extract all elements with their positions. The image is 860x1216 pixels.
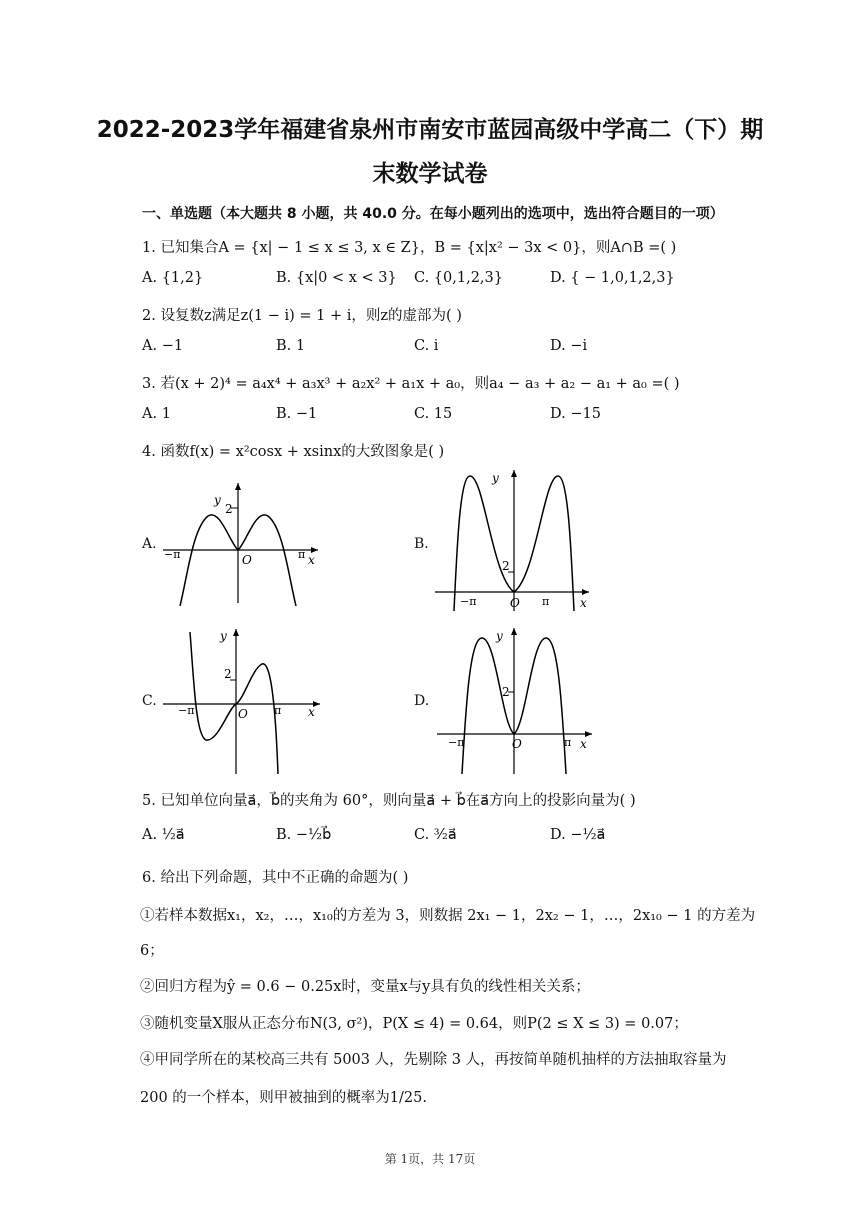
q6-statement-4-cont: 200 的一个样本，则甲被抽到的概率为1/25.: [140, 1090, 427, 1106]
q2-option-a: A. −1: [142, 338, 184, 354]
graph-c: [158, 624, 328, 776]
graph-d-y-label: y: [496, 629, 503, 643]
graph-d-neg-pi-label: −π: [448, 736, 465, 749]
graph-c-x-label: x: [308, 705, 315, 719]
q6-statement-3: ③随机变量X服从正态分布N(3, σ²)，P(X ≤ 4) = 0.64，则P(2 ≤ X ≤ 3) = 0.07；: [140, 1016, 688, 1032]
graph-c-two-label: 2: [224, 667, 232, 681]
question-5-stem: 5. 已知单位向量a⃗，b⃗的夹角为 60°，则向量a⃗ + b⃗在a⃗方向上的投影向量为( ): [142, 793, 636, 809]
graph-b-two-label: 2: [502, 559, 510, 573]
graph-d-x-label: x: [580, 737, 587, 751]
exam-title: [60, 108, 800, 196]
q6-statement-4: ④甲同学所在的某校高三共有 5003 人，先剔除 3 人，再按简单随机抽样的方法抽取容量为: [140, 1052, 727, 1068]
q5-option-d: D. −½a⃗: [550, 827, 606, 843]
graph-d-pi-label: π: [564, 736, 572, 749]
q1-option-a: A. {1,2}: [142, 270, 204, 286]
question-1-stem: 1. 已知集合A = {x| − 1 ≤ x ≤ 3, x ∈ Z}，B = {x|x² − 3x < 0}，则A∩B =( ): [142, 240, 677, 256]
graph-b: [432, 466, 597, 614]
title-line-1: 2022-2023学年福建省泉州市南安市蓝园高级中学高二（下）期: [96, 117, 764, 143]
q3-option-d: D. −15: [550, 406, 601, 422]
graph-a-x-label: x: [308, 553, 315, 567]
question-4-stem: 4. 函数f(x) = x²cosx + xsinx的大致图象是( ): [142, 444, 445, 460]
section-heading: 一、单选题（本大题共 8 小题，共 40.0 分。在每小题列出的选项中，选出符合题目的一项）: [142, 206, 724, 222]
q3-option-a: A. 1: [142, 406, 171, 422]
graph-d: [434, 624, 599, 776]
graph-b-pi-label: π: [542, 595, 550, 608]
question-2-stem: 2. 设复数z满足z(1 − i) = 1 + i，则z的虚部为( ): [142, 308, 462, 324]
q4-option-b-label: B.: [414, 536, 429, 552]
graph-d-two-label: 2: [502, 685, 510, 699]
graph-b-y-label: y: [492, 471, 499, 485]
question-6-stem: 6. 给出下列命题，其中不正确的命题为( ): [142, 870, 409, 886]
page-footer: 第 1页，共 17页: [384, 1152, 476, 1166]
graph-c-y-label: y: [220, 629, 227, 643]
graph-a-y-label: y: [214, 493, 221, 507]
q5-option-c: C. ³⁄₂a⃗: [414, 827, 457, 843]
q2-option-d: D. −i: [550, 338, 588, 354]
graph-c-neg-pi-label: −π: [178, 704, 195, 717]
q1-option-d: D. { − 1,0,1,2,3}: [550, 270, 675, 286]
graph-a-pi-label: π: [298, 548, 306, 561]
graph-c-pi-label: π: [274, 704, 282, 717]
graph-a: [158, 478, 328, 608]
graph-b-origin-label: O: [510, 596, 520, 610]
q2-option-c: C. i: [414, 338, 439, 354]
q3-option-c: C. 15: [414, 406, 453, 422]
q4-option-a-label: A.: [142, 536, 157, 552]
question-3-stem: 3. 若(x + 2)⁴ = a₄x⁴ + a₃x³ + a₂x² + a₁x + a₀，则a₄ − a₃ + a₂ − a₁ + a₀ =( ): [142, 376, 680, 392]
q4-option-c-label: C.: [142, 693, 157, 709]
q2-option-b: B. 1: [276, 338, 306, 354]
graph-c-origin-label: O: [238, 707, 248, 721]
graph-a-origin-label: O: [242, 553, 252, 567]
title-line-2: 末数学试卷: [372, 161, 488, 187]
q5-option-a: A. ½a⃗: [142, 827, 185, 843]
q6-statement-2: ②回归方程为ŷ = 0.6 − 0.25x时，变量x与y具有负的线性相关关系；: [140, 979, 590, 995]
q1-option-b: B. {x|0 < x < 3}: [276, 270, 397, 286]
graph-b-neg-pi-label: −π: [460, 595, 477, 608]
q3-option-b: B. −1: [276, 406, 318, 422]
graph-a-neg-pi-label: −π: [164, 548, 181, 561]
q5-option-b: B. −½b⃗: [276, 827, 332, 843]
q6-statement-1: ①若样本数据x₁，x₂，…，x₁₀的方差为 3，则数据 2x₁ − 1，2x₂ − 1，…，2x₁₀ − 1 的方差为: [140, 908, 756, 924]
q6-statement-1-cont: 6；: [140, 943, 164, 959]
graph-b-x-label: x: [580, 596, 587, 610]
graph-a-two-label: 2: [225, 502, 233, 516]
q4-option-d-label: D.: [414, 693, 430, 709]
q1-option-c: C. {0,1,2,3}: [414, 270, 503, 286]
graph-d-origin-label: O: [512, 737, 522, 751]
